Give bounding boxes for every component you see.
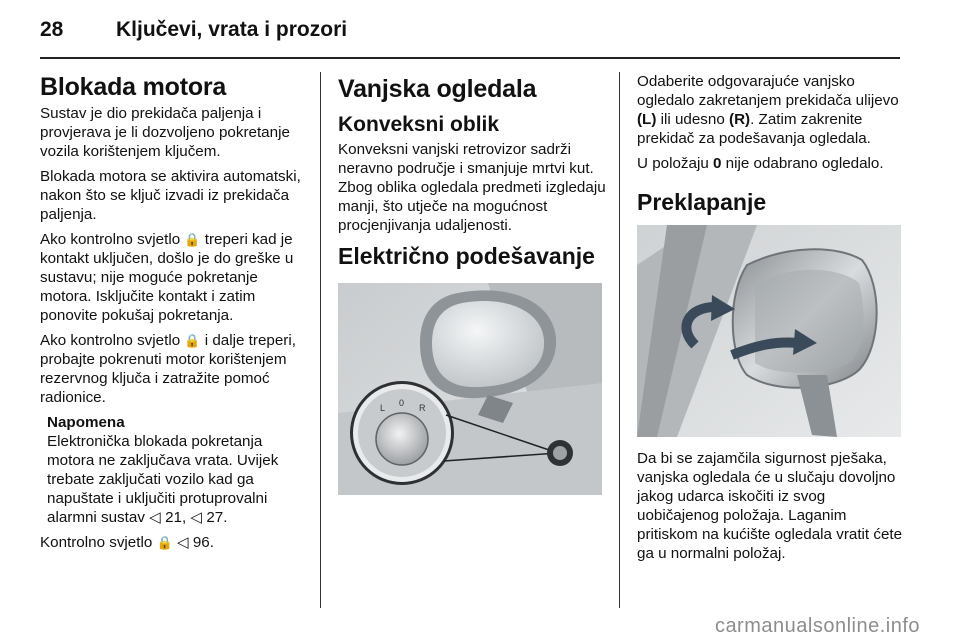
page-reference[interactable]: 21 <box>165 509 182 526</box>
column-mirror-continued <box>637 72 903 569</box>
header-rule <box>40 57 900 59</box>
reference-arrow-icon: ◁ <box>176 534 189 551</box>
column-divider <box>619 72 620 608</box>
paragraph: Odaberite odgovarajuće vanjsko ogledalo zakretanjem prekidača ulijevo (L) ili udesno (R). Zatim zakrenite prekidač za podešavanja ogledala. <box>637 73 899 147</box>
immobiliser-icon: 🔒 <box>184 232 201 247</box>
paragraph: Da bi se zajamčila sigurnost pješaka, vanjska ogledala će u slučaju dovoljno jakog udarca iskočiti iz svog uobičajenog položaja. Laganim pritiskom na kućište ogledala vratit ćete ga u normalni položaj. <box>637 450 903 562</box>
paragraph: Konveksni vanjski retrovizor sadrži neravno područje i smanjuje mrtvi kut. Zbog oblika ogledala predmeti izgledaju manji, što utječe na mogućnost procjenjivanja udaljenosti. <box>338 141 606 234</box>
column-exterior-mirrors <box>338 72 606 495</box>
knob-label-center: 0 <box>399 398 405 408</box>
paragraph: Ako kontrolno svjetlo 🔒 i dalje treperi, probajte pokrenuti motor korištenjem rezervnog ključa i zatražite pomoć radionice. <box>40 332 296 406</box>
paragraph: Sustav je dio prekidača paljenja i provjerava je li dozvoljeno pokretanje vozila korištenjem ključem. <box>40 105 290 160</box>
page-header <box>40 10 900 54</box>
reference-arrow-icon: ◁ <box>149 509 161 526</box>
paragraph: Ako kontrolno svjetlo 🔒 treperi kad je kontakt uključen, došlo je do greške u sustavu; nije moguće pokretanje motora. Isključite kontakt i zatim ponovite pokušaj pokretanja. <box>40 231 294 324</box>
immobiliser-icon: 🔒 <box>184 333 201 348</box>
section-title: Vanjska ogledala <box>338 75 537 103</box>
note-title: Napomena <box>47 414 125 431</box>
chapter-title: Ključevi, vrata i prozori <box>116 18 348 41</box>
column-immobiliser <box>40 72 308 558</box>
page-number: 28 <box>40 18 64 41</box>
mirror-fold-image <box>637 225 901 437</box>
subsection-title: Električno podešavanje <box>338 243 595 269</box>
subsection-title: Konveksni oblik <box>338 113 500 136</box>
reference-arrow-icon: ◁ <box>190 509 203 526</box>
note-box <box>47 413 308 527</box>
mirror-adjust-illustration <box>338 283 602 495</box>
knob-label-left: L <box>380 403 386 413</box>
mirror-fold-illustration <box>637 225 901 437</box>
knob-label-right: R <box>419 403 426 413</box>
column-divider <box>320 72 321 608</box>
note-text: Elektronička blokada pokretanja motora ne zaključava vrata. Uvijek trebate zaključati vozilo kad ga napuštate i uključiti protuprovalni alarmni sustav ◁ 21, ◁ 27. <box>47 433 279 526</box>
paragraph: U položaju 0 nije odabrano ogledalo. <box>637 155 884 172</box>
watermark: carmanualsonline.info <box>714 615 920 637</box>
paragraph: Blokada motora se aktivira automatski, nakon što se ključ izvadi iz prekidača paljenja. <box>40 168 301 223</box>
subsection-title: Preklapanje <box>637 189 767 215</box>
page-reference[interactable]: 27 <box>206 509 224 526</box>
mirror-switch-image <box>338 283 602 495</box>
page-reference[interactable]: 96 <box>192 534 210 551</box>
section-title: Blokada motora <box>40 73 227 101</box>
immobiliser-icon: 🔒 <box>156 535 173 550</box>
paragraph: Kontrolno svjetlo 🔒 ◁ 96. <box>40 534 214 551</box>
